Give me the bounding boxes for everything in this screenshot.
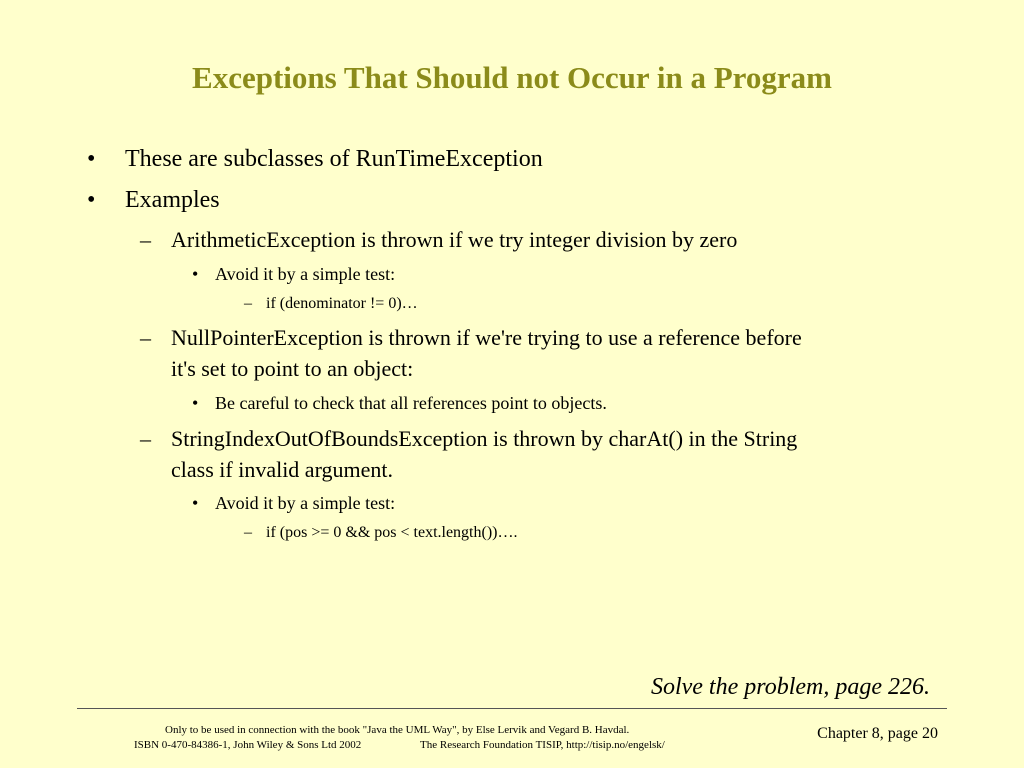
bullet-marker: • [192, 393, 199, 413]
bullet-text: Avoid it by a simple test: [215, 264, 396, 284]
page-number: Chapter 8, page 20 [817, 725, 938, 742]
bullet-text: ArithmeticException is thrown if we try integer division by zero [171, 227, 738, 252]
bullet-text: Avoid it by a simple test: [215, 493, 396, 513]
footer-isbn: ISBN 0-470-84386-1, John Wiley & Sons Ltd 2002 [134, 739, 362, 751]
slide-title: Exceptions That Should not Occur in a Program [192, 60, 832, 95]
bullet-marker: • [87, 146, 96, 172]
bullet-text: Examples [125, 187, 220, 213]
bullet-text: NullPointerException is thrown if we're trying to use a reference before [171, 325, 802, 350]
footer-publisher: The Research Foundation TISIP, http://tisip.no/engelsk/ [420, 739, 665, 751]
bullet-text: These are subclasses of RunTimeException [125, 146, 543, 172]
bullet-continuation: it's set to point to an object: [171, 356, 414, 381]
dash-marker: – [140, 325, 151, 350]
dash-marker: – [244, 524, 252, 541]
bullet-text: StringIndexOutOfBoundsException is thrown by charAt() in the String [171, 426, 798, 451]
footer-divider [77, 708, 947, 709]
bullet-marker: • [87, 187, 96, 213]
bullet-marker: • [192, 264, 199, 284]
code-text: if (pos >= 0 && pos < text.length())…. [266, 524, 518, 541]
dash-marker: – [140, 426, 151, 451]
bullet-continuation: class if invalid argument. [171, 457, 393, 482]
dash-marker: – [140, 227, 151, 252]
dash-marker: – [244, 295, 252, 312]
footer-line1: Only to be used in connection with the book "Java the UML Way", by Else Lervik and Vegard B. Havdal. [165, 724, 630, 736]
code-text: if (denominator != 0)… [266, 295, 418, 312]
exercise-note: Solve the problem, page 226. [650, 674, 930, 700]
bullet-marker: • [192, 493, 199, 513]
bullet-text: Be careful to check that all references point to objects. [215, 393, 607, 413]
